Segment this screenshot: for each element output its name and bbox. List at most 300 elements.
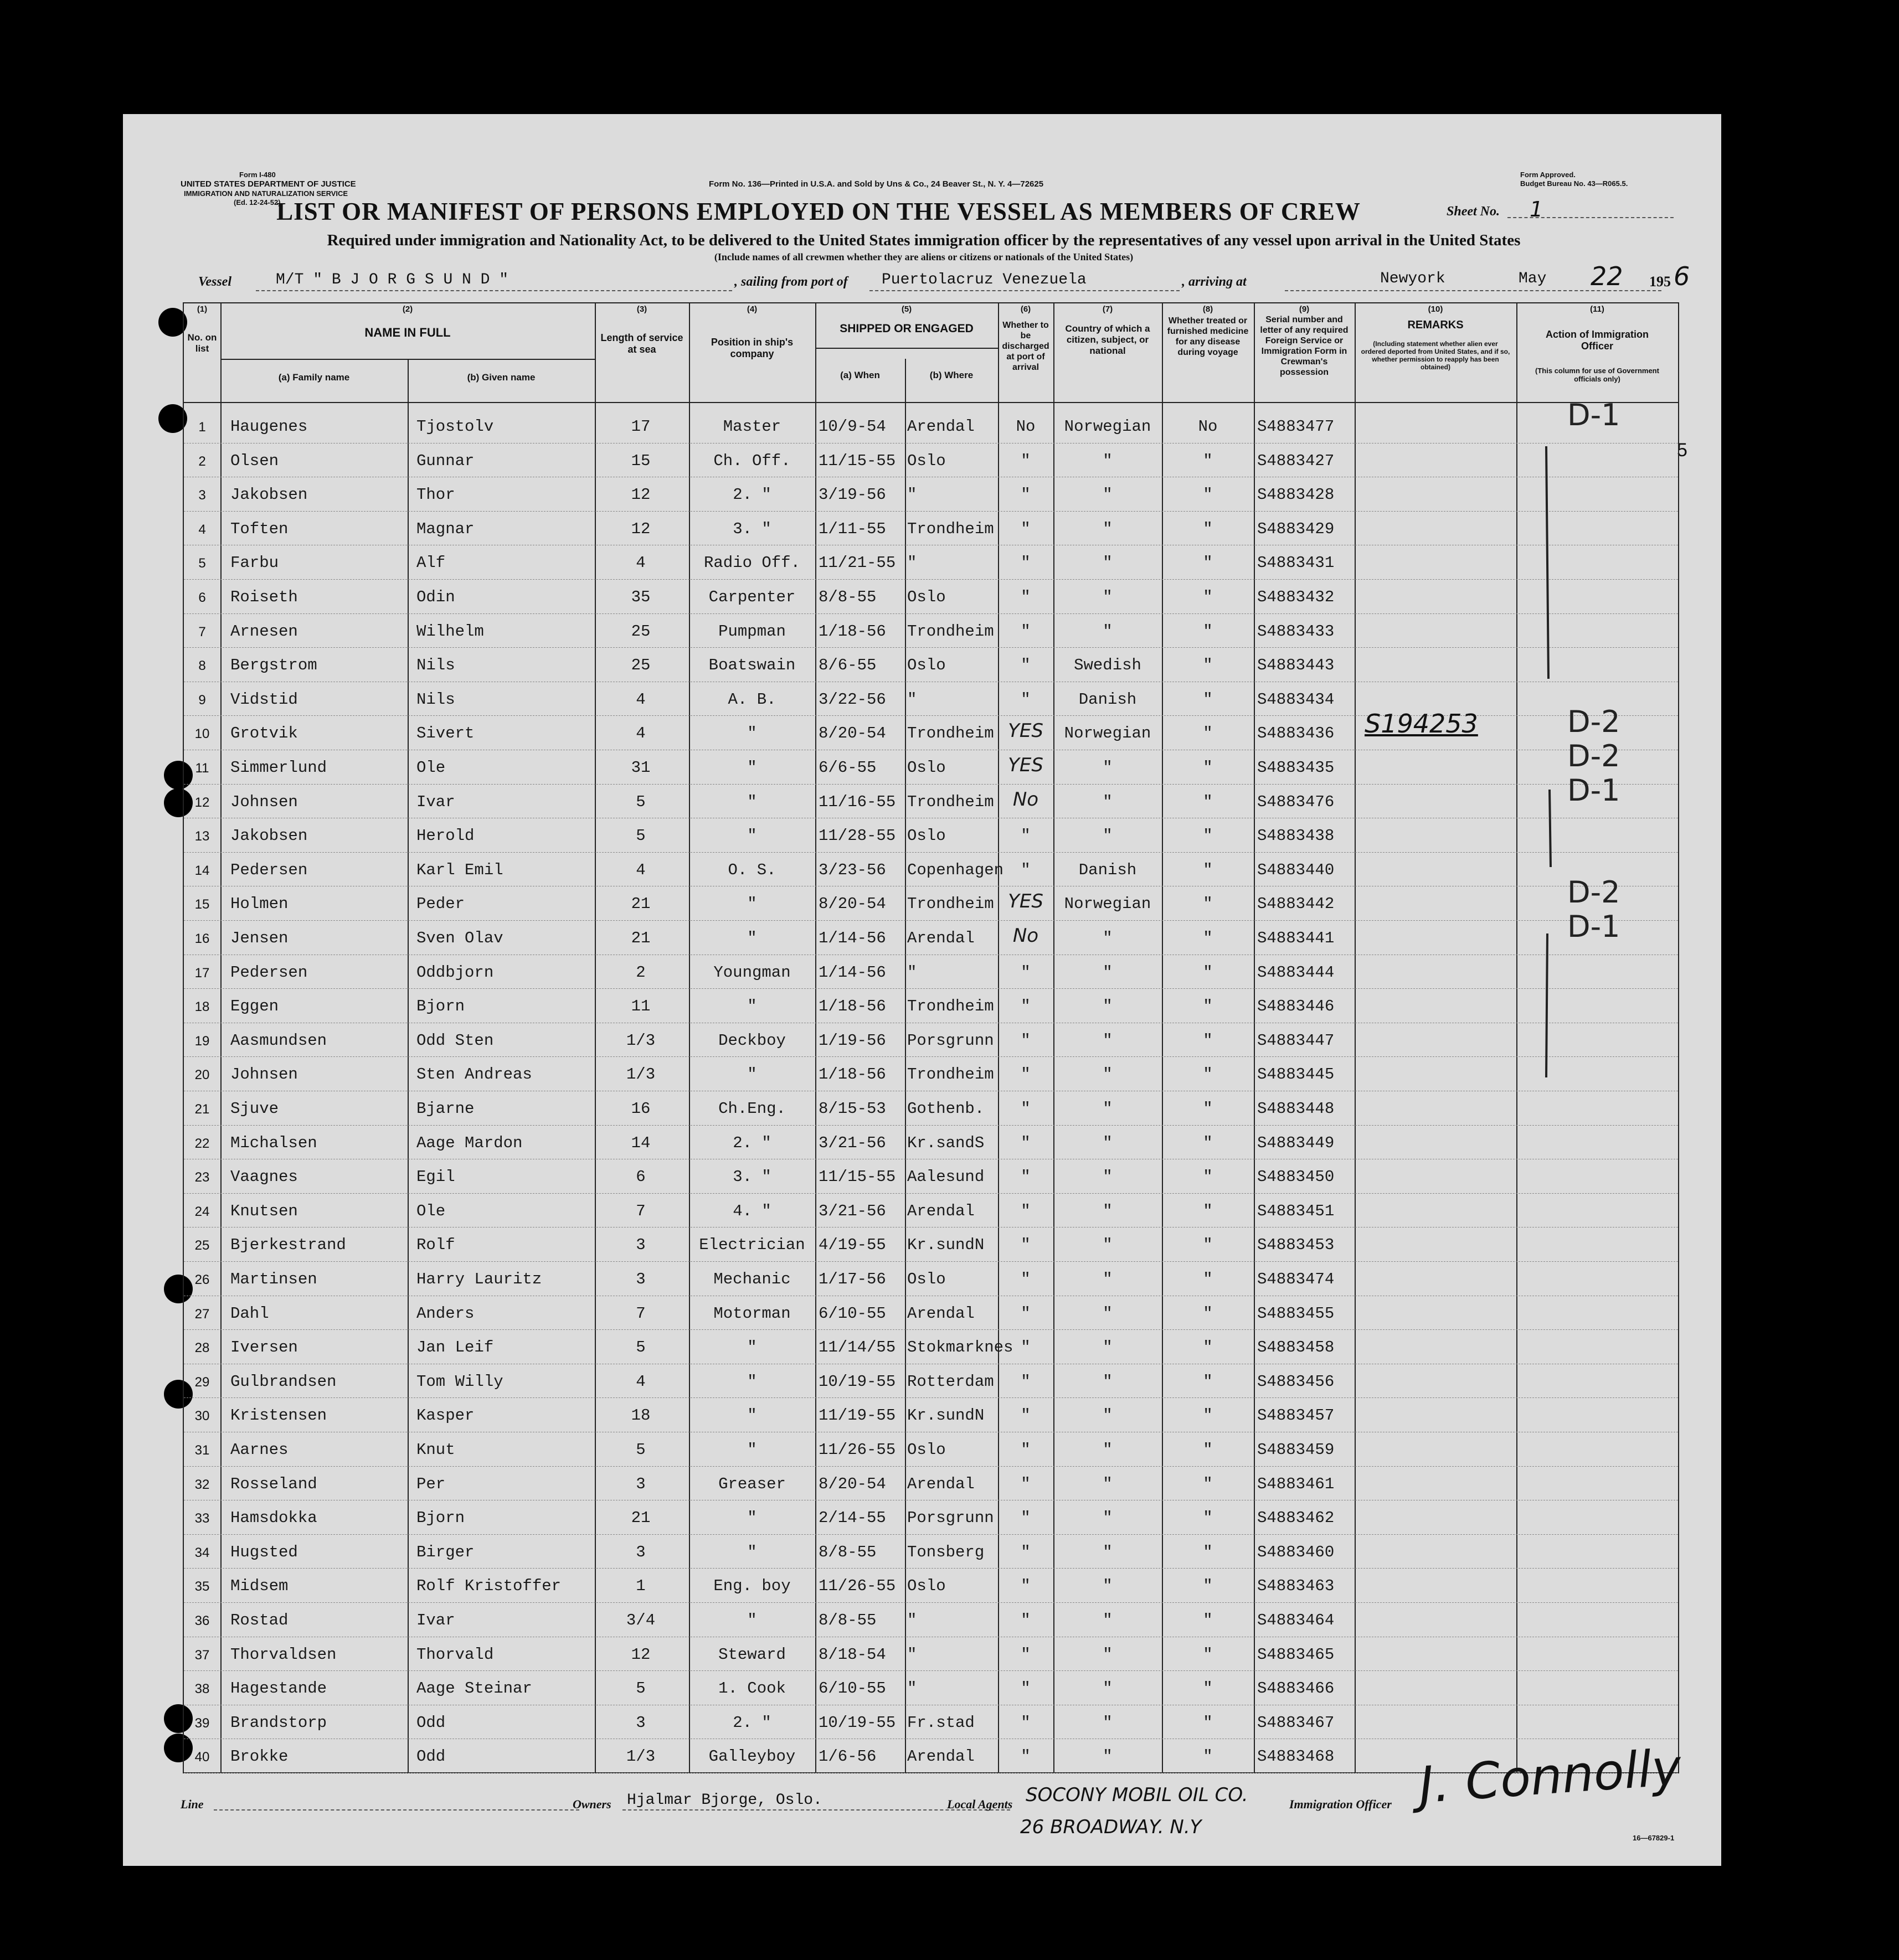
- medicine: ": [1203, 724, 1213, 743]
- given-name: Odin: [416, 588, 455, 606]
- shipped-where: Aalesund: [907, 1168, 985, 1187]
- row-number: 40: [194, 1750, 210, 1765]
- col5-number: (5): [901, 305, 912, 314]
- position: Motorman: [713, 1304, 791, 1323]
- serial-number: S4883459: [1257, 1441, 1335, 1459]
- shipped-where: Arendal: [907, 1304, 975, 1323]
- shipped-when: 8/20-54: [819, 1474, 886, 1493]
- position: A. B.: [728, 690, 776, 709]
- shipped-when: 1/17-56: [819, 1270, 886, 1288]
- shipped-where: Tonsberg: [907, 1543, 985, 1561]
- family-name: Haugenes: [230, 417, 308, 436]
- position: Deckboy: [718, 1031, 786, 1050]
- shipped-when: 6/10-55: [819, 1304, 886, 1323]
- medicine: ": [1203, 895, 1213, 914]
- country: Danish: [1078, 690, 1137, 709]
- discharge: ": [1021, 1747, 1031, 1766]
- service-length: 4: [636, 1372, 646, 1391]
- remarks-visa-number: S194253: [1365, 709, 1478, 739]
- shipped-when: 10/19-55: [819, 1713, 896, 1732]
- serial-number: S4883446: [1257, 997, 1335, 1016]
- family-name: Gulbrandsen: [230, 1372, 337, 1391]
- family-name: Aasmundsen: [230, 1031, 327, 1050]
- medicine: ": [1203, 792, 1213, 811]
- position: ": [747, 1372, 757, 1391]
- shipped-when: 11/28-55: [819, 827, 896, 845]
- serial-number: S4883450: [1257, 1168, 1335, 1187]
- service-length: 3: [636, 1270, 646, 1288]
- col-header-country: Country of which a citizen, subject, or national: [1065, 323, 1150, 356]
- shipped-where: Trondheim: [907, 997, 994, 1016]
- serial-number: S4883436: [1257, 724, 1335, 743]
- medicine: ": [1203, 929, 1213, 947]
- service-length: 5: [636, 1679, 646, 1698]
- shipped-where: Oslo: [907, 1270, 946, 1288]
- given-name: Tom Willy: [416, 1372, 503, 1391]
- manifest-page: [123, 114, 1721, 1866]
- col-header-service: Length of service at sea: [600, 332, 683, 355]
- given-name: Nils: [416, 656, 455, 675]
- shipped-when: 1/18-56: [819, 622, 886, 641]
- shipped-where: Oslo: [907, 588, 946, 606]
- col11-number: (11): [1590, 305, 1604, 314]
- country: ": [1103, 827, 1113, 845]
- discharge: ": [1021, 1236, 1031, 1255]
- given-name: Jan Leif: [416, 1338, 494, 1357]
- serial-number: S4883477: [1257, 417, 1335, 436]
- service-length: 5: [636, 1441, 646, 1459]
- table-row: [184, 1023, 1678, 1058]
- country: ": [1103, 1338, 1113, 1357]
- service-length: 4: [636, 860, 646, 879]
- given-name: Sivert: [416, 724, 475, 743]
- service-length: 17: [631, 417, 651, 436]
- page-mark: 5: [1677, 440, 1687, 461]
- medicine: ": [1203, 1406, 1213, 1425]
- position: Boatswain: [708, 656, 796, 675]
- country: ": [1103, 1372, 1113, 1391]
- col-header-number: No. on list: [187, 332, 217, 354]
- serial-number: S4883443: [1257, 656, 1335, 675]
- arrival-day: 22: [1591, 261, 1623, 291]
- col-header-position: Position in ship's company: [711, 337, 794, 359]
- shipped-when: 8/20-54: [819, 724, 886, 743]
- row-number: 7: [198, 624, 206, 639]
- serial-number: S4883455: [1257, 1304, 1335, 1323]
- given-name: Odd Sten: [416, 1031, 494, 1050]
- service-length: 12: [631, 486, 651, 504]
- discharge: ": [1021, 1509, 1031, 1528]
- family-name: Bergstrom: [230, 656, 317, 675]
- shipped-when: 8/6-55: [819, 656, 877, 675]
- table-row: [184, 988, 1678, 1023]
- country: ": [1103, 1509, 1113, 1528]
- discharge: ": [1021, 1168, 1031, 1187]
- given-name: Oddbjorn: [416, 963, 494, 982]
- table-row: [184, 409, 1678, 443]
- service-length: 21: [631, 895, 651, 914]
- given-name: Thor: [416, 486, 455, 504]
- discharge: ": [1021, 451, 1031, 470]
- family-name: Martinsen: [230, 1270, 317, 1288]
- discharge: ": [1021, 1133, 1031, 1152]
- service-length: 2: [636, 963, 646, 982]
- table-row: [184, 1602, 1678, 1637]
- medicine: ": [1203, 759, 1213, 777]
- country: ": [1103, 1543, 1113, 1561]
- shipped-when: 8/8-55: [819, 1611, 877, 1629]
- position: ": [747, 1611, 757, 1629]
- col-header-remarks: REMARKS: [1407, 319, 1464, 331]
- position: Carpenter: [708, 588, 796, 606]
- shipped-where: Porsgrunn: [907, 1509, 994, 1528]
- shipped-where: Oslo: [907, 827, 946, 845]
- shipped-when: 11/26-55: [819, 1577, 896, 1596]
- family-name: Pedersen: [230, 860, 308, 879]
- position: ": [747, 759, 757, 777]
- serial-number: S4883466: [1257, 1679, 1335, 1698]
- shipped-when: 1/18-56: [819, 1065, 886, 1084]
- serial-number: S4883431: [1257, 554, 1335, 572]
- position: ": [747, 1509, 757, 1528]
- arriving-label: , arriving at: [1182, 275, 1247, 289]
- col-header-action-note: (This column for use of Government officials only): [1535, 367, 1659, 383]
- sheet-label: Sheet No.: [1447, 204, 1500, 219]
- row-number: 19: [194, 1033, 210, 1049]
- serial-number: S4883445: [1257, 1065, 1335, 1084]
- service-length: 1/3: [626, 1065, 656, 1084]
- budget-bureau: Budget Bureau No. 43—R065.5.: [1520, 179, 1628, 188]
- row-number: 32: [194, 1477, 210, 1492]
- shipped-where: ": [907, 1679, 917, 1698]
- shipped-where: Oslo: [907, 1441, 946, 1459]
- row-number: 17: [194, 965, 210, 981]
- medicine: No: [1198, 417, 1218, 436]
- row-number: 6: [198, 590, 206, 605]
- shipped-when: 3/22-56: [819, 690, 886, 709]
- given-name: Anders: [416, 1304, 475, 1323]
- position: ": [747, 1406, 757, 1425]
- country: ": [1103, 1747, 1113, 1766]
- table-row: [184, 886, 1678, 921]
- row-number: 35: [194, 1579, 210, 1595]
- departure-port: Puertolacruz Venezuela: [882, 271, 1087, 288]
- medicine: ": [1203, 963, 1213, 982]
- department-name: UNITED STATES DEPARTMENT OF JUSTICE: [181, 179, 356, 189]
- col8-number: (8): [1202, 305, 1213, 314]
- shipped-where: Arendal: [907, 929, 975, 947]
- given-name: Aage Steinar: [416, 1679, 532, 1698]
- table-row: [184, 920, 1678, 955]
- medicine: ": [1203, 486, 1213, 504]
- serial-number: S4883467: [1257, 1713, 1335, 1732]
- family-name: Olsen: [230, 451, 279, 470]
- row-number: 39: [194, 1715, 210, 1731]
- position: ": [747, 724, 757, 743]
- medicine: ": [1203, 1611, 1213, 1629]
- row-number: 24: [194, 1204, 210, 1219]
- position: Pumpman: [718, 622, 786, 641]
- family-name: Simmerlund: [230, 759, 327, 777]
- serial-number: S4883429: [1257, 519, 1335, 538]
- col-header-family: (a) Family name: [278, 372, 350, 383]
- medicine: ": [1203, 1679, 1213, 1698]
- given-name: Bjorn: [416, 997, 465, 1016]
- shipped-when: 11/15-55: [819, 1168, 896, 1187]
- shipped-where: Kr.sundN: [907, 1406, 985, 1425]
- discharge: ": [1021, 1338, 1031, 1357]
- given-name: Egil: [416, 1168, 455, 1187]
- family-name: Kristensen: [230, 1406, 327, 1425]
- serial-number: S4883468: [1257, 1747, 1335, 1766]
- discharge: ": [1021, 1543, 1031, 1561]
- row-number: 1: [198, 420, 206, 435]
- given-name: Alf: [416, 554, 446, 572]
- position: ": [747, 997, 757, 1016]
- given-name: Odd: [416, 1713, 446, 1732]
- family-name: Jensen: [230, 929, 289, 947]
- page-title: LIST OR MANIFEST OF PERSONS EMPLOYED ON THE VESSEL AS MEMBERS OF CREW: [276, 198, 1361, 225]
- medicine: ": [1203, 1645, 1213, 1664]
- position: Ch.Eng.: [718, 1100, 786, 1118]
- family-name: Knutsen: [230, 1201, 298, 1220]
- row-number: 36: [194, 1613, 210, 1628]
- country: ": [1103, 1577, 1113, 1596]
- country: Danish: [1078, 860, 1137, 879]
- action-mark: D-2: [1567, 739, 1620, 773]
- shipped-when: 11/21-55: [819, 554, 896, 572]
- serial-number: S4883440: [1257, 860, 1335, 879]
- medicine: ": [1203, 1577, 1213, 1596]
- vessel-name: M/T " B J O R G S U N D ": [276, 271, 509, 288]
- shipped-when: 1/19-56: [819, 1031, 886, 1050]
- shipped-when: 1/14-56: [819, 929, 886, 947]
- service-length: 31: [631, 759, 651, 777]
- table-row: [184, 1500, 1678, 1535]
- table-row: [184, 955, 1678, 989]
- country: ": [1103, 1679, 1113, 1698]
- service-length: 25: [631, 656, 651, 675]
- row-number: 22: [194, 1136, 210, 1151]
- family-name: Dahl: [230, 1304, 269, 1323]
- table-row: [184, 1432, 1678, 1467]
- shipped-when: 1/6-56: [819, 1747, 877, 1766]
- service-length: 25: [631, 622, 651, 641]
- serial-number: S4883442: [1257, 895, 1335, 914]
- shipped-when: 8/15-53: [819, 1100, 886, 1118]
- medicine: ": [1203, 1031, 1213, 1050]
- row-number: 20: [194, 1067, 210, 1083]
- table-row: [184, 1364, 1678, 1399]
- action-mark: D-2: [1567, 704, 1620, 740]
- country: ": [1103, 1133, 1113, 1152]
- serial-number: S4883433: [1257, 622, 1335, 641]
- row-number: 11: [195, 761, 209, 776]
- given-name: Sten Andreas: [416, 1065, 532, 1084]
- medicine: ": [1203, 451, 1213, 470]
- shipped-where: Oslo: [907, 759, 946, 777]
- discharge: ": [1021, 1201, 1031, 1220]
- action-mark: D-1: [1567, 772, 1620, 808]
- family-name: Brokke: [230, 1747, 289, 1766]
- serial-number: S4883462: [1257, 1509, 1335, 1528]
- service-length: 1/3: [626, 1747, 656, 1766]
- country: ": [1103, 1713, 1113, 1732]
- country: ": [1103, 622, 1113, 641]
- family-name: Midsem: [230, 1577, 289, 1596]
- position: 3. ": [733, 519, 771, 538]
- serial-number: S4883427: [1257, 451, 1335, 470]
- medicine: ": [1203, 1713, 1213, 1732]
- discharge: ": [1021, 690, 1031, 709]
- discharge: ": [1021, 997, 1031, 1016]
- shipped-where: ": [907, 690, 917, 709]
- table-row: [184, 1534, 1678, 1569]
- table-row: [184, 1637, 1678, 1672]
- position: 2. ": [733, 486, 771, 504]
- discharge: ": [1021, 588, 1031, 606]
- service-length: 3: [636, 1474, 646, 1493]
- col-header-shipped: SHIPPED OR ENGAGED: [840, 322, 974, 335]
- service-length: 21: [631, 929, 651, 947]
- given-name: Wilhelm: [416, 622, 484, 641]
- medicine: ": [1203, 622, 1213, 641]
- shipped-where: Trondheim: [907, 792, 994, 811]
- discharge: ": [1021, 1611, 1031, 1629]
- position: 4. ": [733, 1201, 771, 1220]
- serial-number: S4883461: [1257, 1474, 1335, 1493]
- shipped-when: 10/19-55: [819, 1372, 896, 1391]
- shipped-when: 11/26-55: [819, 1441, 896, 1459]
- officer-signature: J. Connolly: [1417, 1738, 1684, 1815]
- col-header-where: (b) Where: [929, 370, 974, 380]
- family-name: Eggen: [230, 997, 279, 1016]
- position: ": [747, 827, 757, 845]
- country: ": [1103, 486, 1113, 504]
- family-name: Michalsen: [230, 1133, 317, 1152]
- serial-number: S4883434: [1257, 690, 1335, 709]
- discharge: ": [1021, 1270, 1031, 1288]
- service-length: 4: [636, 724, 646, 743]
- family-name: Brandstorp: [230, 1713, 327, 1732]
- discharge: ": [1021, 1304, 1031, 1323]
- table-row: [184, 1466, 1678, 1501]
- position: 2. ": [733, 1133, 771, 1152]
- given-name: Per: [416, 1474, 446, 1493]
- row-number: 13: [194, 829, 210, 844]
- medicine: ": [1203, 1100, 1213, 1118]
- table-row: [184, 443, 1678, 478]
- family-name: Grotvik: [230, 724, 298, 743]
- col3-number: (3): [636, 305, 647, 314]
- shipped-where: Gothenb.: [907, 1100, 985, 1118]
- discharge: ": [1021, 554, 1031, 572]
- medicine: ": [1203, 1133, 1213, 1152]
- family-name: Johnsen: [230, 1065, 298, 1084]
- row-number: 4: [198, 522, 206, 537]
- service-length: 4: [636, 690, 646, 709]
- service-length: 4: [636, 554, 646, 572]
- medicine: ": [1203, 1441, 1213, 1459]
- country: ": [1103, 1406, 1113, 1425]
- country: ": [1103, 997, 1113, 1016]
- sheet-number: 1: [1530, 197, 1543, 221]
- medicine: ": [1203, 519, 1213, 538]
- service-length: 3/4: [626, 1611, 656, 1629]
- row-number: 31: [194, 1443, 210, 1458]
- form-code: 16—67829-1: [1633, 1834, 1675, 1842]
- country: ": [1103, 1270, 1113, 1288]
- position: ": [747, 1065, 757, 1084]
- discharge: ": [1021, 1577, 1031, 1596]
- shipped-when: 6/6-55: [819, 759, 877, 777]
- position: 1. Cook: [718, 1679, 786, 1698]
- row-number: 27: [194, 1306, 210, 1322]
- serial-number: S4883460: [1257, 1543, 1335, 1561]
- country: ": [1103, 451, 1113, 470]
- serial-number: S4883456: [1257, 1372, 1335, 1391]
- given-name: Bjarne: [416, 1100, 475, 1118]
- shipped-where: Arendal: [907, 1201, 975, 1220]
- given-name: Kasper: [416, 1406, 475, 1425]
- col-header-action: Action of Immigration Officer: [1546, 329, 1649, 352]
- discharge: ": [1021, 1031, 1031, 1050]
- col10-number: (10): [1428, 305, 1443, 314]
- family-name: Iversen: [230, 1338, 298, 1357]
- table-row: [184, 1261, 1678, 1296]
- sailing-label: , sailing from port of: [734, 275, 848, 289]
- discharge: ": [1021, 519, 1031, 538]
- col-header-discharge: Whether to be discharged at port of arrival: [1002, 321, 1049, 372]
- header-bottom-line: [184, 402, 1678, 403]
- col1-number: (1): [197, 305, 208, 314]
- shipped-when: 8/20-54: [819, 895, 886, 914]
- family-name: Aarnes: [230, 1441, 289, 1459]
- position: Youngman: [713, 963, 791, 982]
- table-row: [184, 852, 1678, 887]
- row-number: 9: [198, 692, 206, 708]
- position: Master: [723, 417, 781, 436]
- medicine: ": [1203, 1509, 1213, 1528]
- serial-number: S4883441: [1257, 929, 1335, 947]
- row-number: 16: [194, 931, 210, 946]
- shipped-when: 2/14-55: [819, 1509, 886, 1528]
- service-length: 3: [636, 1236, 646, 1255]
- crew-table: [183, 302, 1679, 1773]
- family-name: Vidstid: [230, 690, 298, 709]
- shipped-where: ": [907, 963, 917, 982]
- table-row: [184, 511, 1678, 546]
- col-header-medicine: Whether treated or furnished medicine for any disease during voyage: [1167, 316, 1249, 357]
- position: Steward: [718, 1645, 786, 1664]
- form-approved: Form Approved.: [1520, 171, 1576, 179]
- shipped-when: 3/23-56: [819, 860, 886, 879]
- family-name: Farbu: [230, 554, 279, 572]
- row-number: 21: [194, 1102, 210, 1117]
- row-number: 14: [194, 863, 210, 878]
- given-name: Ole: [416, 759, 446, 777]
- shipped-where: Oslo: [907, 451, 946, 470]
- serial-number: S4883438: [1257, 827, 1335, 845]
- row-number: 33: [194, 1511, 210, 1526]
- serial-number: S4883447: [1257, 1031, 1335, 1050]
- discharge: ": [1021, 963, 1031, 982]
- country: ": [1103, 792, 1113, 811]
- shipped-when: 1/18-56: [819, 997, 886, 1016]
- shipped-when: 11/14/55: [819, 1338, 896, 1357]
- medicine: ": [1203, 997, 1213, 1016]
- given-name: Ole: [416, 1201, 446, 1220]
